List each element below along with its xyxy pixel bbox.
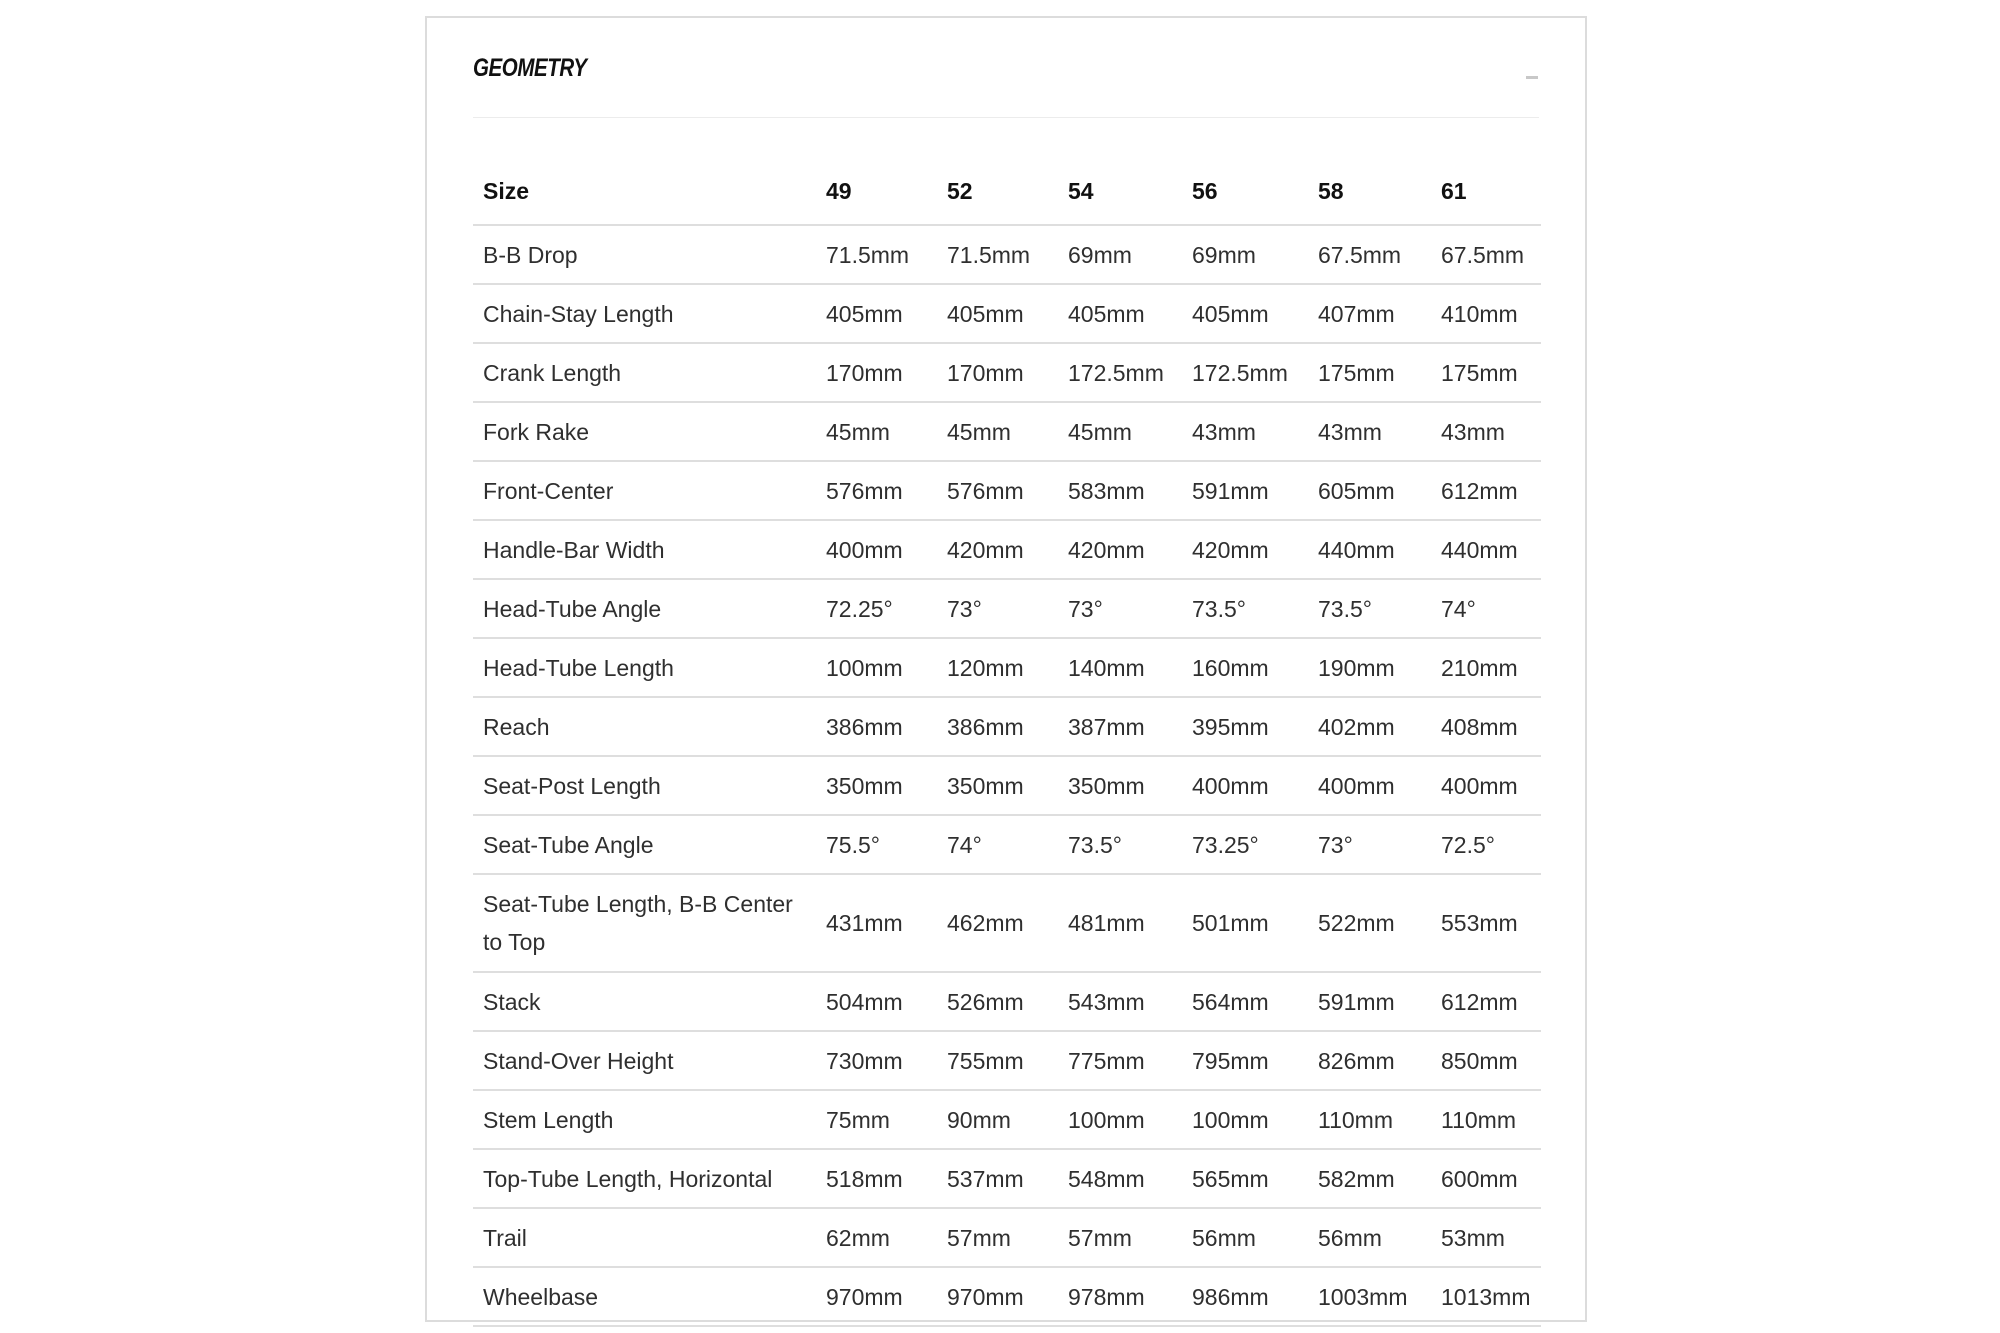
row-value: 518mm [816,1149,937,1208]
row-value: 543mm [1058,972,1182,1031]
row-value: 386mm [937,697,1058,756]
row-value: 62mm [816,1208,937,1267]
row-value: 986mm [1182,1267,1308,1326]
table-row [473,520,1541,579]
row-value: 576mm [937,461,1058,520]
row-value: 170mm [816,343,937,402]
geometry-table [473,158,1541,1327]
table-row [473,815,1541,874]
row-value: 850mm [1431,1031,1541,1090]
table-body [473,225,1541,1326]
row-value: 160mm [1182,638,1308,697]
row-value: 576mm [816,461,937,520]
row-value: 431mm [816,874,937,972]
row-value: 43mm [1308,402,1431,461]
geometry-panel [425,16,1587,1322]
row-value: 100mm [816,638,937,697]
row-value: 210mm [1431,638,1541,697]
row-label: Head-Tube Length [473,638,816,697]
row-value: 386mm [816,697,937,756]
table-row [473,343,1541,402]
row-value: 90mm [937,1090,1058,1149]
row-value: 73° [937,579,1058,638]
row-value: 420mm [1058,520,1182,579]
row-value: 73.5° [1058,815,1182,874]
row-value: 110mm [1431,1090,1541,1149]
panel-header[interactable] [473,18,1539,118]
row-value: 407mm [1308,284,1431,343]
row-value: 775mm [1058,1031,1182,1090]
header-cell-58: 58 [1308,158,1431,225]
row-value: 462mm [937,874,1058,972]
table-row [473,284,1541,343]
row-value: 565mm [1182,1149,1308,1208]
row-value: 74° [1431,579,1541,638]
row-value: 402mm [1308,697,1431,756]
row-value: 405mm [816,284,937,343]
header-cell-size: Size [473,158,816,225]
header-cell-56: 56 [1182,158,1308,225]
row-value: 71.5mm [816,225,937,284]
row-value: 172.5mm [1182,343,1308,402]
row-value: 57mm [937,1208,1058,1267]
row-value: 582mm [1308,1149,1431,1208]
row-value: 410mm [1431,284,1541,343]
row-value: 537mm [937,1149,1058,1208]
row-value: 400mm [1182,756,1308,815]
row-value: 56mm [1182,1208,1308,1267]
row-value: 1013mm [1431,1267,1541,1326]
table-row [473,972,1541,1031]
row-value: 564mm [1182,972,1308,1031]
table-row [473,579,1541,638]
header-cell-54: 54 [1058,158,1182,225]
row-label: Handle-Bar Width [473,520,816,579]
row-value: 600mm [1431,1149,1541,1208]
row-label: Crank Length [473,343,816,402]
table-row [473,697,1541,756]
row-value: 72.25° [816,579,937,638]
row-value: 43mm [1182,402,1308,461]
row-value: 526mm [937,972,1058,1031]
row-label: B-B Drop [473,225,816,284]
row-value: 67.5mm [1431,225,1541,284]
row-value: 400mm [1308,756,1431,815]
row-value: 69mm [1058,225,1182,284]
row-value: 440mm [1431,520,1541,579]
minus-icon-bar [1526,76,1538,79]
row-label: Wheelbase [473,1267,816,1326]
table-row [473,1090,1541,1149]
row-value: 730mm [816,1031,937,1090]
row-label: Front-Center [473,461,816,520]
row-value: 53mm [1431,1208,1541,1267]
row-value: 605mm [1308,461,1431,520]
row-value: 72.5° [1431,815,1541,874]
row-value: 350mm [816,756,937,815]
row-value: 481mm [1058,874,1182,972]
row-label: Fork Rake [473,402,816,461]
row-value: 612mm [1431,972,1541,1031]
row-value: 350mm [1058,756,1182,815]
row-value: 73.5° [1308,579,1431,638]
row-value: 45mm [937,402,1058,461]
row-value: 120mm [937,638,1058,697]
row-value: 71.5mm [937,225,1058,284]
row-value: 420mm [1182,520,1308,579]
row-value: 501mm [1182,874,1308,972]
row-value: 110mm [1308,1090,1431,1149]
header-cell-52: 52 [937,158,1058,225]
row-label: Reach [473,697,816,756]
row-value: 755mm [937,1031,1058,1090]
row-value: 970mm [937,1267,1058,1326]
row-value: 522mm [1308,874,1431,972]
row-label: Trail [473,1208,816,1267]
row-value: 170mm [937,343,1058,402]
row-value: 795mm [1182,1031,1308,1090]
row-value: 395mm [1182,697,1308,756]
row-value: 73.25° [1182,815,1308,874]
row-value: 504mm [816,972,937,1031]
row-label: Stand-Over Height [473,1031,816,1090]
row-label: Top-Tube Length, Horizontal [473,1149,816,1208]
table-row [473,874,1541,972]
table-row [473,1267,1541,1326]
row-value: 387mm [1058,697,1182,756]
row-value: 591mm [1308,972,1431,1031]
row-value: 970mm [816,1267,937,1326]
row-label: Seat-Tube Length, B-B Center to Top [473,874,816,972]
row-value: 73.5° [1182,579,1308,638]
table-row [473,461,1541,520]
row-value: 420mm [937,520,1058,579]
row-value: 400mm [816,520,937,579]
row-label: Stem Length [473,1090,816,1149]
row-value: 175mm [1308,343,1431,402]
row-value: 350mm [937,756,1058,815]
row-value: 73° [1058,579,1182,638]
row-value: 43mm [1431,402,1541,461]
table-row [473,1149,1541,1208]
header-cell-49: 49 [816,158,937,225]
table-row [473,1031,1541,1090]
row-value: 405mm [1182,284,1308,343]
table-row [473,756,1541,815]
table-row [473,225,1541,284]
row-value: 57mm [1058,1208,1182,1267]
row-label: Chain-Stay Length [473,284,816,343]
row-value: 553mm [1431,874,1541,972]
row-label: Seat-Post Length [473,756,816,815]
row-value: 826mm [1308,1031,1431,1090]
row-value: 400mm [1431,756,1541,815]
header-cell-61: 61 [1431,158,1541,225]
panel-title: GEOMETRY [473,54,587,82]
row-value: 612mm [1431,461,1541,520]
table-header-row [473,158,1541,225]
row-value: 100mm [1182,1090,1308,1149]
row-value: 405mm [937,284,1058,343]
table-row [473,402,1541,461]
row-value: 75mm [816,1090,937,1149]
row-value: 56mm [1308,1208,1431,1267]
row-value: 45mm [1058,402,1182,461]
row-value: 405mm [1058,284,1182,343]
row-value: 190mm [1308,638,1431,697]
row-value: 69mm [1182,225,1308,284]
row-value: 978mm [1058,1267,1182,1326]
row-value: 172.5mm [1058,343,1182,402]
row-value: 548mm [1058,1149,1182,1208]
table-row [473,1208,1541,1267]
row-value: 140mm [1058,638,1182,697]
row-value: 408mm [1431,697,1541,756]
minus-icon[interactable] [1525,70,1539,84]
row-value: 440mm [1308,520,1431,579]
row-value: 45mm [816,402,937,461]
row-value: 100mm [1058,1090,1182,1149]
row-value: 67.5mm [1308,225,1431,284]
row-value: 175mm [1431,343,1541,402]
row-value: 591mm [1182,461,1308,520]
row-value: 73° [1308,815,1431,874]
row-value: 75.5° [816,815,937,874]
row-label: Stack [473,972,816,1031]
row-value: 1003mm [1308,1267,1431,1326]
row-label: Head-Tube Angle [473,579,816,638]
row-value: 74° [937,815,1058,874]
row-label: Seat-Tube Angle [473,815,816,874]
table-row [473,638,1541,697]
row-value: 583mm [1058,461,1182,520]
